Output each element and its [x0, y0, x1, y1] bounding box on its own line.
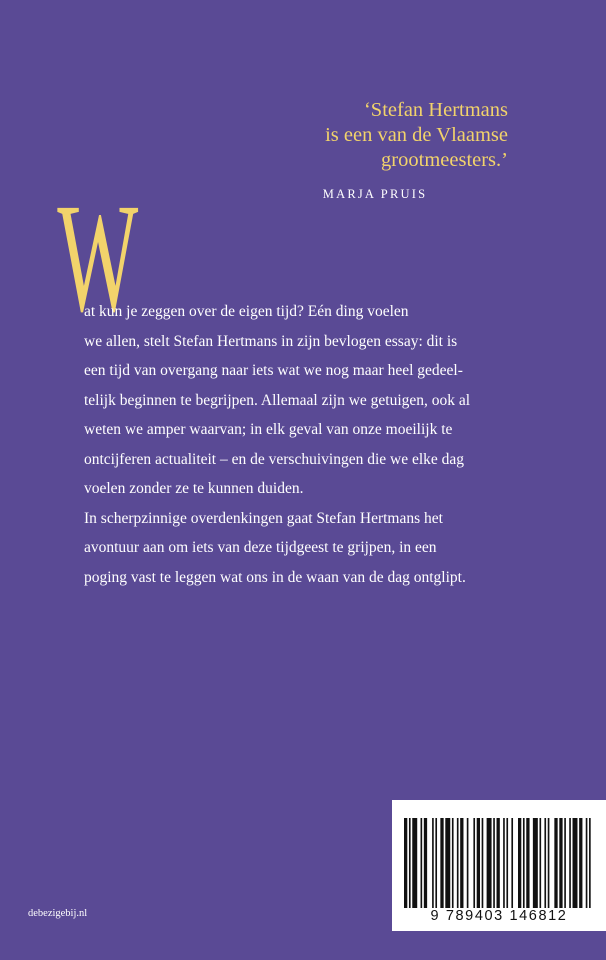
barcode-bar: [421, 818, 423, 908]
barcode-bar: [424, 818, 427, 908]
barcode-bar: [589, 818, 591, 908]
barcode-bar: [526, 818, 529, 908]
quote-line: is een van de Vlaamse: [325, 124, 508, 146]
quote-line: ‘Stefan Hertmans: [363, 99, 508, 121]
barcode-bar: [432, 818, 434, 908]
dropcap-letter: [57, 166, 139, 345]
barcode-bar: [559, 818, 562, 908]
barcode-bar: [579, 818, 582, 908]
barcode-bar: [497, 818, 500, 908]
barcode-bar: [573, 818, 578, 908]
barcode-bar: [548, 818, 550, 908]
barcode-bar: [503, 818, 505, 908]
barcode-bar: [412, 818, 417, 908]
isbn-number: 9 789403 146812: [430, 908, 568, 924]
blurb-line: at kun je zeggen over de eigen tijd? Eén ding voelen: [84, 303, 409, 320]
barcode-bar: [404, 818, 407, 908]
quote-attribution: MARJA PRUIS: [322, 187, 428, 201]
barcode-bar: [445, 818, 450, 908]
barcode-bar: [487, 818, 492, 908]
barcode-bar: [544, 818, 546, 908]
back-cover-blurb: [84, 297, 524, 592]
barcode-bar: [511, 818, 513, 908]
blurb-line: telijk beginnen te begrijpen. Allemaal zijn we getuigen, ook al: [84, 391, 471, 409]
barcode-bar: [473, 818, 475, 908]
dropcap-letter-text: W: [57, 172, 139, 345]
barcode-bar: [533, 818, 538, 908]
barcode-bar: [435, 818, 437, 908]
barcode-bar: [409, 818, 411, 908]
barcode-bar: [493, 818, 495, 908]
blurb-line: ontcijferen actualiteit – en de verschuivingen die we elke dag: [84, 450, 465, 468]
barcode-bars: [404, 818, 594, 910]
barcode-bar: [518, 818, 521, 908]
barcode-bar: [482, 818, 484, 908]
isbn-barcode: [392, 800, 606, 931]
quote-line: grootmeesters.’: [381, 149, 508, 171]
blurb-line: voelen zonder ze te kunnen duiden.: [84, 480, 304, 497]
barcode-bar: [523, 818, 525, 908]
barcode-bar: [554, 818, 557, 908]
blurb-line: poging vast te leggen wat ons in de waan van de dag ontglipt.: [84, 568, 466, 586]
publisher-website: debezigebij.nl: [28, 908, 88, 919]
blurb-line: een tijd van overgang naar iets wat we nog maar heel gedeel-: [84, 362, 463, 379]
blurb-line: weten we amper waarvan; in elk geval van onze moeilijk te: [84, 421, 453, 438]
barcode-bar: [506, 818, 508, 908]
barcode-bar: [564, 818, 566, 908]
barcode-bar: [457, 818, 459, 908]
barcode-bar: [569, 818, 571, 908]
barcode-bar: [452, 818, 454, 908]
barcode-bar: [460, 818, 463, 908]
barcode-bar: [477, 818, 480, 908]
blurb-line: In scherpzinnige overdenkingen gaat Stefan Hertmans het: [84, 509, 443, 527]
barcode-bar: [539, 818, 541, 908]
barcode-bar: [586, 818, 588, 908]
blurb-line: avontuur aan om iets van deze tijdgeest te grijpen, in een: [84, 539, 437, 556]
barcode-bar: [440, 818, 443, 908]
pull-quote: [240, 98, 508, 173]
barcode-bar: [467, 818, 469, 908]
blurb-line: we allen, stelt Stefan Hertmans in zijn bevlogen essay: dit is: [84, 332, 458, 350]
